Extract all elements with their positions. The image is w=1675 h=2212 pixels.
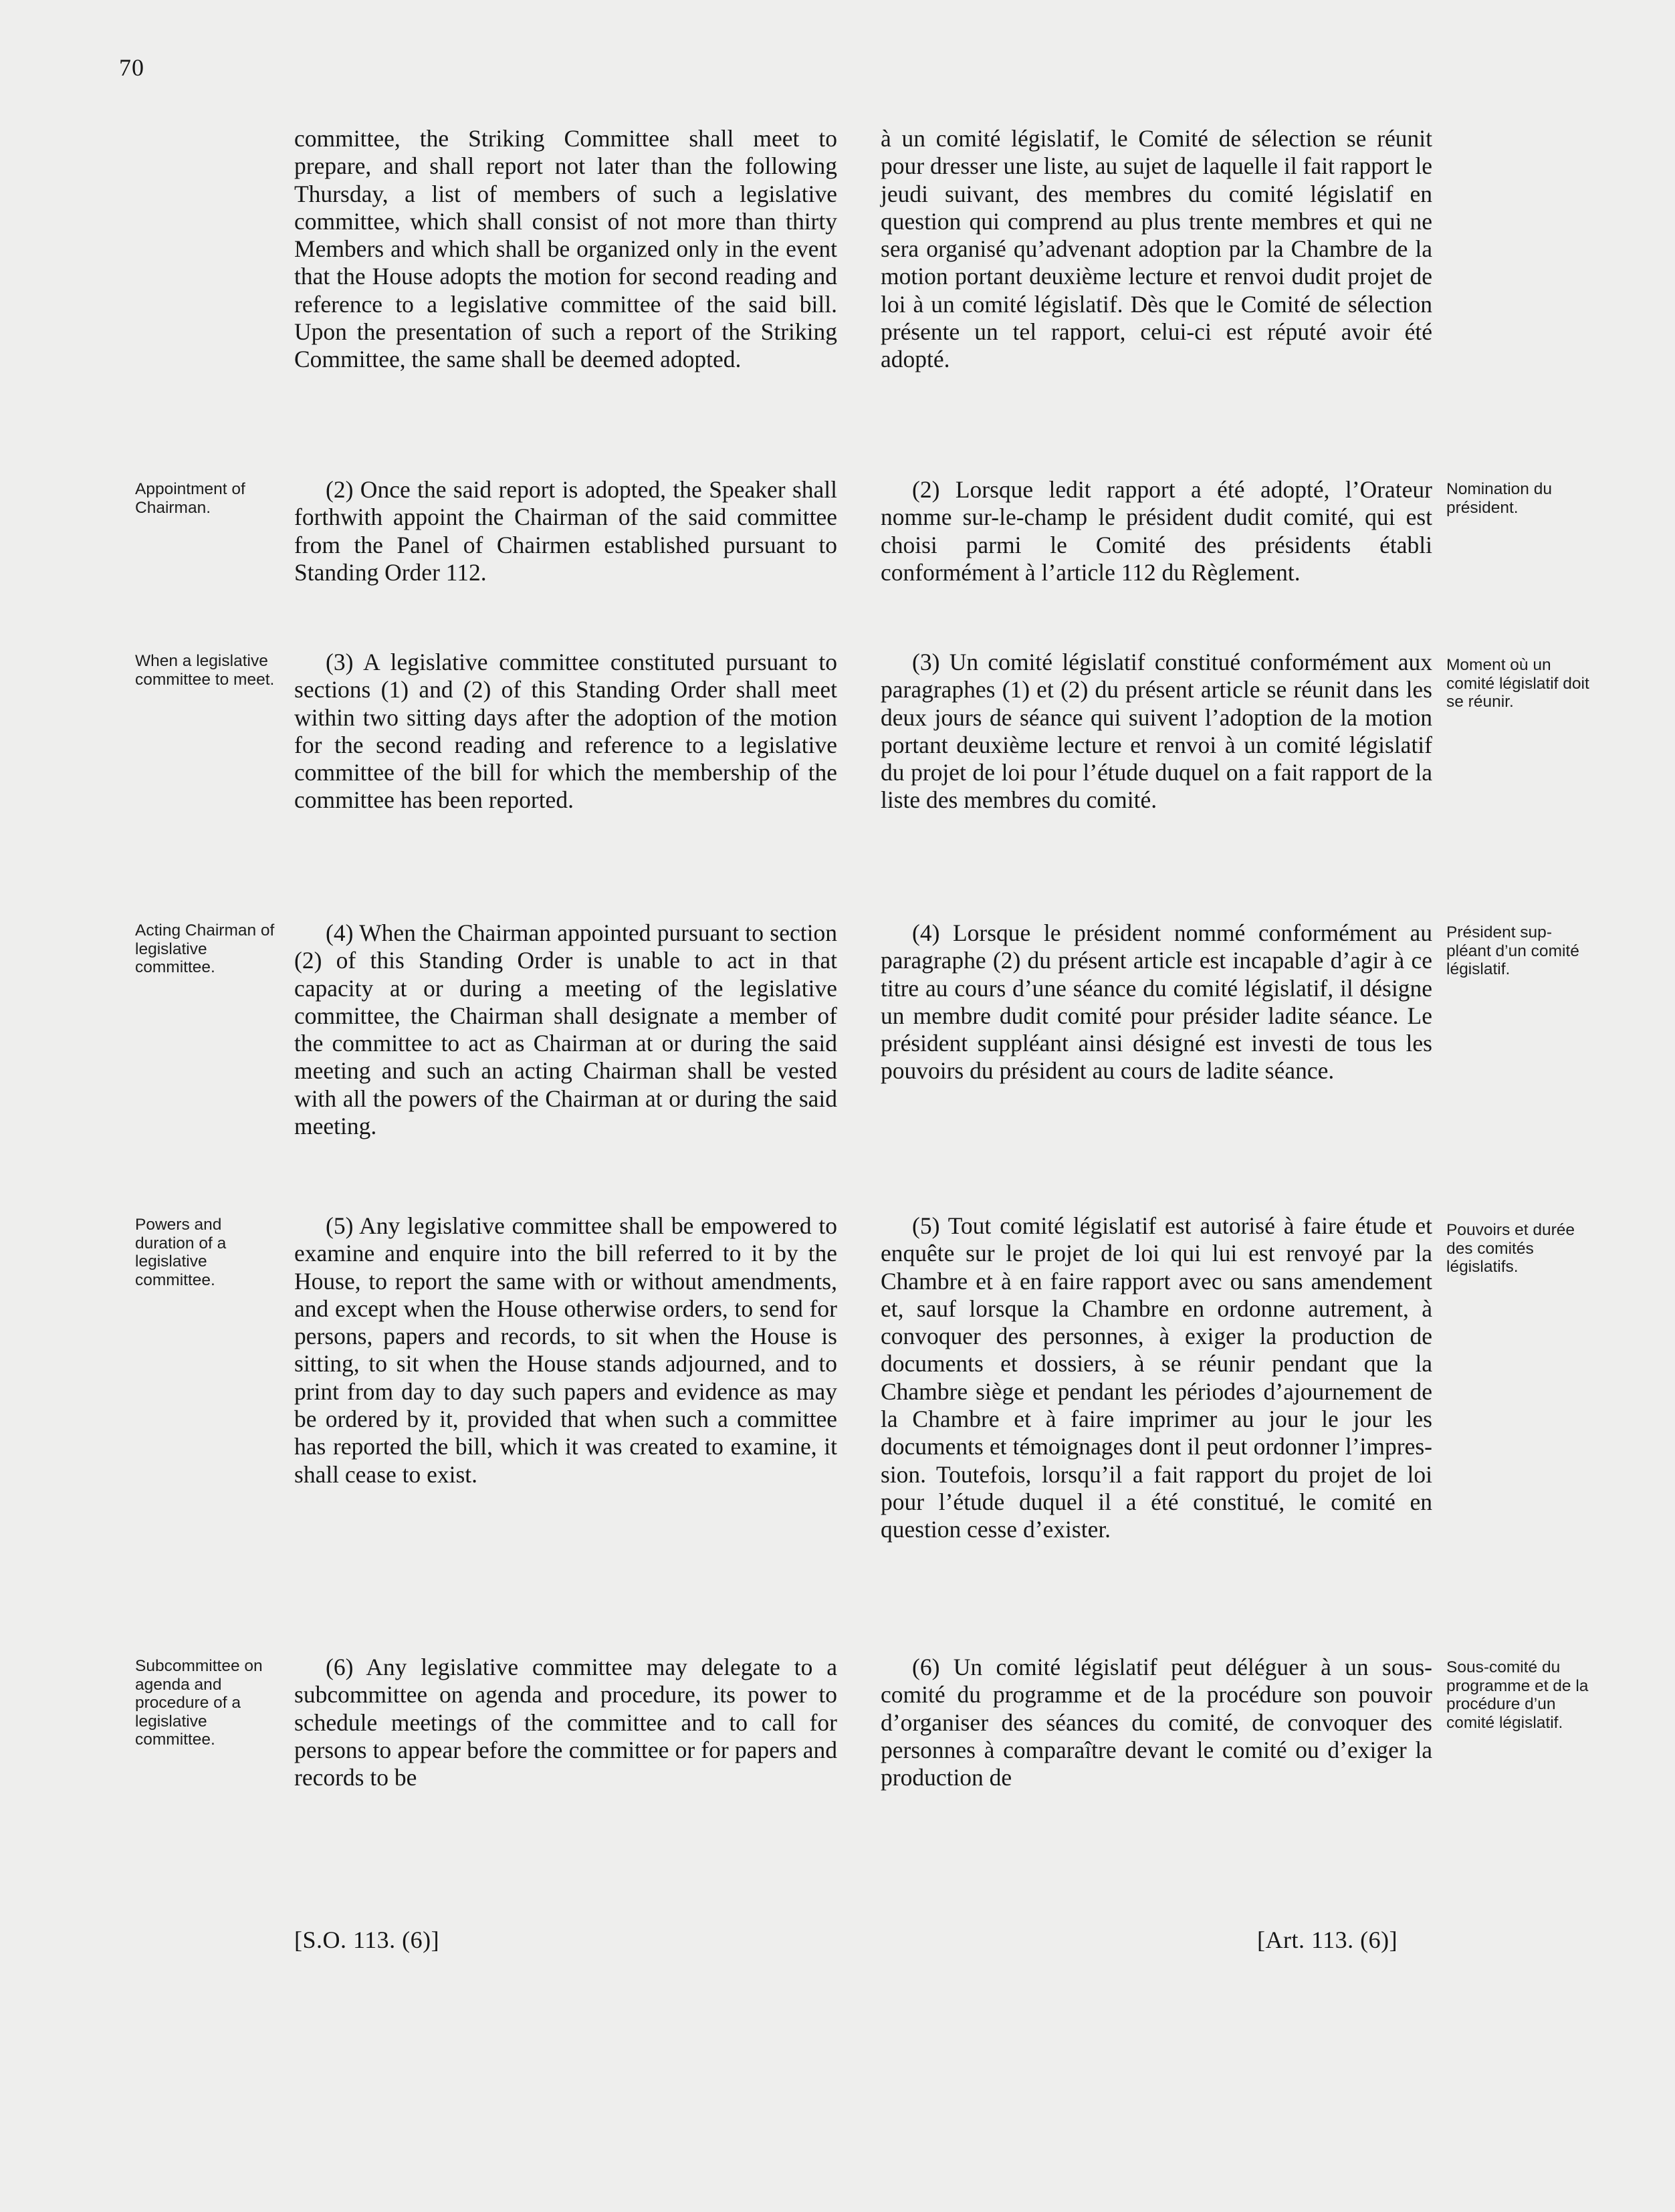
english-intro-paragraph: committee, the Striking Committee shall meet to prepare, and shall report not later than the following Thursday, a list of members of such a legislative committee, which shall consist of not more than thirty Members and which shall be organized only in the event that the House adopts the motion for second reading and reference to a legislative committee of the said bill. Upon the presentation of such a report of the Striking Committee, the same shall be deemed adopted. bbox=[294, 125, 837, 373]
article-reference: [Art. 113. (6)] bbox=[1257, 1926, 1398, 1953]
margin-note-nomination-president: Nomination du président. bbox=[1446, 480, 1552, 517]
page-number: 70 bbox=[119, 54, 144, 81]
margin-note-moment-reunion: Moment où un comité législatif doit se réunir. bbox=[1446, 656, 1589, 711]
french-section-5: (5) Tout comité législatif est autorisé à faire étude et enquête sur le projet de loi qui lui est renvoyé par la Chambre et à en faire rapport avec ou sans amendement et, sauf lorsque la Chambre en ordonne autrement, à convoquer des personnes, à exiger la production de documents et dossiers, à se réunir pendant que la Chambre siège et pendant les périodes d’ajournement de la Chambre et à faire imprimer au jour le jour les documents et témoignages dont il peut ordonner l’impression. Toutefois, lorsqu’il a fait rapport du projet de loi pour l’étude duquel il a été constitué, le comité en question cesse d’exister. bbox=[881, 1212, 1432, 1543]
french-section-6: (6) Un comité législatif peut déléguer à un sous-comité du programme et de la procédure son pouvoir d’organiser des séances du comité, de convoquer des personnes à comparaître devant le comité ou d’exiger la production de bbox=[881, 1654, 1432, 1791]
margin-note-president-suppleant: Président suppléant d’un comité législatif. bbox=[1446, 923, 1579, 978]
margin-note-appointment-of-chairman: Appointment of Chairman. bbox=[135, 480, 245, 517]
french-section-3: (3) Un comité législatif constitué conformément aux paragraphes (1) et (2) du présent article se réunit dans les deux jours de séance qui suivent l’adoption de la motion portant deuxième lecture et renvoi à un comité législatif du projet de loi pour l’étude duquel on a fait rapport de la liste des membres du comité. bbox=[881, 649, 1432, 814]
margin-note-committee-meeting: When a legislative committee to meet. bbox=[135, 652, 275, 689]
margin-note-acting-chairman: Acting Chairman of legislative committee. bbox=[135, 921, 275, 976]
margin-note-pouvoirs-duree: Pouvoirs et durée des comités législatifs. bbox=[1446, 1221, 1575, 1276]
english-section-6: (6) Any legislative committee may delegate to a subcommittee on agenda and procedure, its power to schedule meetings of the committee and to call for persons to appear before the committee or for papers and records to be bbox=[294, 1654, 837, 1791]
margin-note-sous-comite: Sous-comité du programme et de la procédure d’un comité législatif. bbox=[1446, 1658, 1589, 1732]
english-section-2: (2) Once the said report is adopted, the Speaker shall forthwith appoint the Chairman of the said committee from the Panel of Chairmen established pursuant to Standing Order 112. bbox=[294, 476, 837, 586]
margin-note-subcommittee: Subcommittee on agenda and procedure of a legislative committee. bbox=[135, 1657, 263, 1749]
english-section-5: (5) Any legislative committee shall be empowered to examine and enquire into the bill referred to it by the House, to report the same with or without amendments, and except when the House otherwise orders, to send for persons, papers and records, to sit when the House is sitting, to sit when the House stands adjourned, and to print from day to day such papers and evidence as may be ordered by it, provided that when such a committee has reported the bill, which it was created to examine, it shall cease to exist. bbox=[294, 1212, 837, 1488]
english-section-3: (3) A legislative committee constituted pursuant to sections (1) and (2) of this Standing Order shall meet within two sitting days after the adoption of the motion for the second reading and reference to a legislative committee of the bill for which the membership of the committee has been reported. bbox=[294, 649, 837, 814]
standing-order-reference: [S.O. 113. (6)] bbox=[294, 1926, 440, 1953]
margin-note-powers-duration: Powers and duration of a legislative committee. bbox=[135, 1216, 227, 1289]
french-section-4: (4) Lorsque le président nommé conformément au paragraphe (2) du présent article est incapable d’agir à ce titre au cours d’une séance du comité législatif, il désigne un membre dudit comité pour présider ladite séance. Le président suppléant ainsi désigné est investi de tous les pouvoirs du président au cours de ladite séance. bbox=[881, 919, 1432, 1085]
french-intro-paragraph: à un comité législatif, le Comité de sélection se réunit pour dresser une liste, au sujet de laquelle il fait rapport le jeudi suivant, des membres du comité législatif en question qui comprend au plus trente membres et qui ne sera organisé qu’advenant adoption par la Chambre de la motion portant deuxième lecture et renvoi dudit projet de loi à un comité législatif. Dès que le Comité de sélection présente un tel rapport, celui-ci est réputé avoir été adopté. bbox=[881, 125, 1432, 373]
english-section-4: (4) When the Chairman appointed pursuant to section (2) of this Standing Order is unable to act in that capacity at or during a meeting of the legislative committee, the Chairman shall designate a member of the committee to act as Chairman at or during the said meeting and such an acting Chairman shall be vested with all the powers of the Chairman at or during the said meeting. bbox=[294, 919, 837, 1140]
french-section-2: (2) Lorsque ledit rapport a été adopté, l’Orateur nomme sur-le-champ le président dudit comité, qui est choisi parmi le Comité des présidents établi conformément à l’article 112 du Règlement. bbox=[881, 476, 1432, 586]
